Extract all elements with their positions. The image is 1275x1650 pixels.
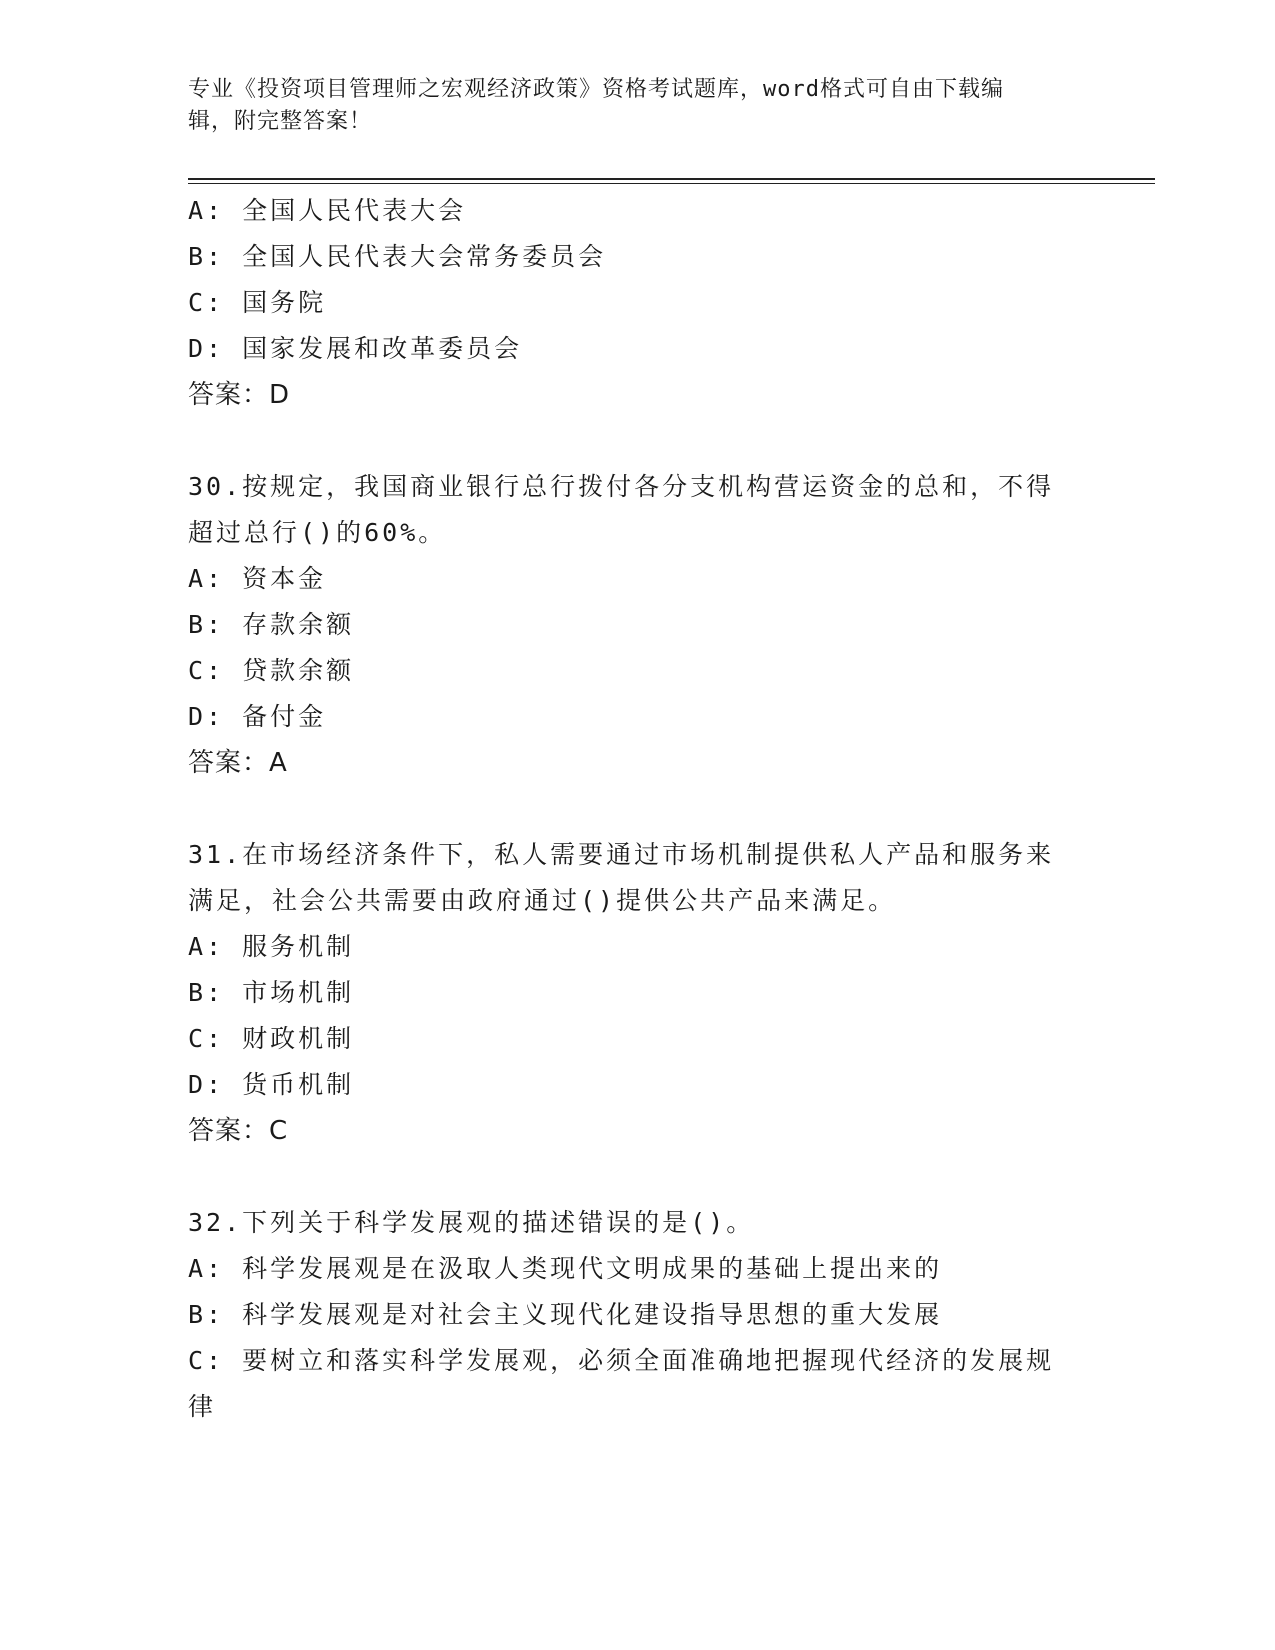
option-a: A: 服务机制	[188, 932, 355, 961]
question-30	[188, 464, 1088, 786]
option-c: C: 财政机制	[188, 1024, 355, 1053]
option-d: D: 备付金	[188, 702, 327, 731]
header-line-2: 辑，附完整答案！	[188, 109, 373, 134]
answer: 答案：C	[188, 1116, 289, 1146]
question-stem-line-1: 31.在市场经济条件下，私人需要通过市场机制提供私人产品和服务来	[188, 840, 1055, 869]
option-b: B: 全国人民代表大会常务委员会	[188, 242, 607, 271]
header-divider-thick	[188, 178, 1155, 180]
question-32	[188, 1200, 1088, 1430]
option-c: C: 要树立和落实科学发展观，必须全面准确地把握现代经济的发展规	[188, 1346, 1055, 1375]
question-stem-line-2: 满足，社会公共需要由政府通过()提供公共产品来满足。	[188, 886, 897, 915]
option-d: D: 国家发展和改革委员会	[188, 334, 523, 363]
option-b: B: 科学发展观是对社会主义现代化建设指导思想的重大发展	[188, 1300, 943, 1329]
question-stem-line-1: 30.按规定，我国商业银行总行拨付各分支机构营运资金的总和，不得	[188, 472, 1055, 501]
answer: 答案：A	[188, 748, 288, 778]
option-c: C: 贷款余额	[188, 656, 355, 685]
option-a: A: 全国人民代表大会	[188, 196, 467, 225]
question-29	[188, 188, 1088, 418]
option-a: A: 资本金	[188, 564, 327, 593]
spacer	[188, 418, 1088, 464]
option-d: D: 货币机制	[188, 1070, 355, 1099]
spacer	[188, 786, 1088, 832]
document-header	[188, 74, 1068, 138]
question-stem-line-1: 32.下列关于科学发展观的描述错误的是()。	[188, 1208, 755, 1237]
header-line-1: 专业《投资项目管理师之宏观经济政策》资格考试题库，word格式可自由下载编	[188, 77, 1004, 102]
question-list	[188, 188, 1088, 1430]
question-stem-line-2: 超过总行()的60%。	[188, 518, 447, 547]
spacer	[188, 1154, 1088, 1200]
option-c-continued: 律	[188, 1392, 217, 1421]
option-a: A: 科学发展观是在汲取人类现代文明成果的基础上提出来的	[188, 1254, 943, 1283]
option-c: C: 国务院	[188, 288, 327, 317]
option-b: B: 存款余额	[188, 610, 355, 639]
option-b: B: 市场机制	[188, 978, 355, 1007]
answer: 答案：D	[188, 380, 291, 410]
header-divider-thin	[188, 183, 1155, 184]
question-31	[188, 832, 1088, 1154]
